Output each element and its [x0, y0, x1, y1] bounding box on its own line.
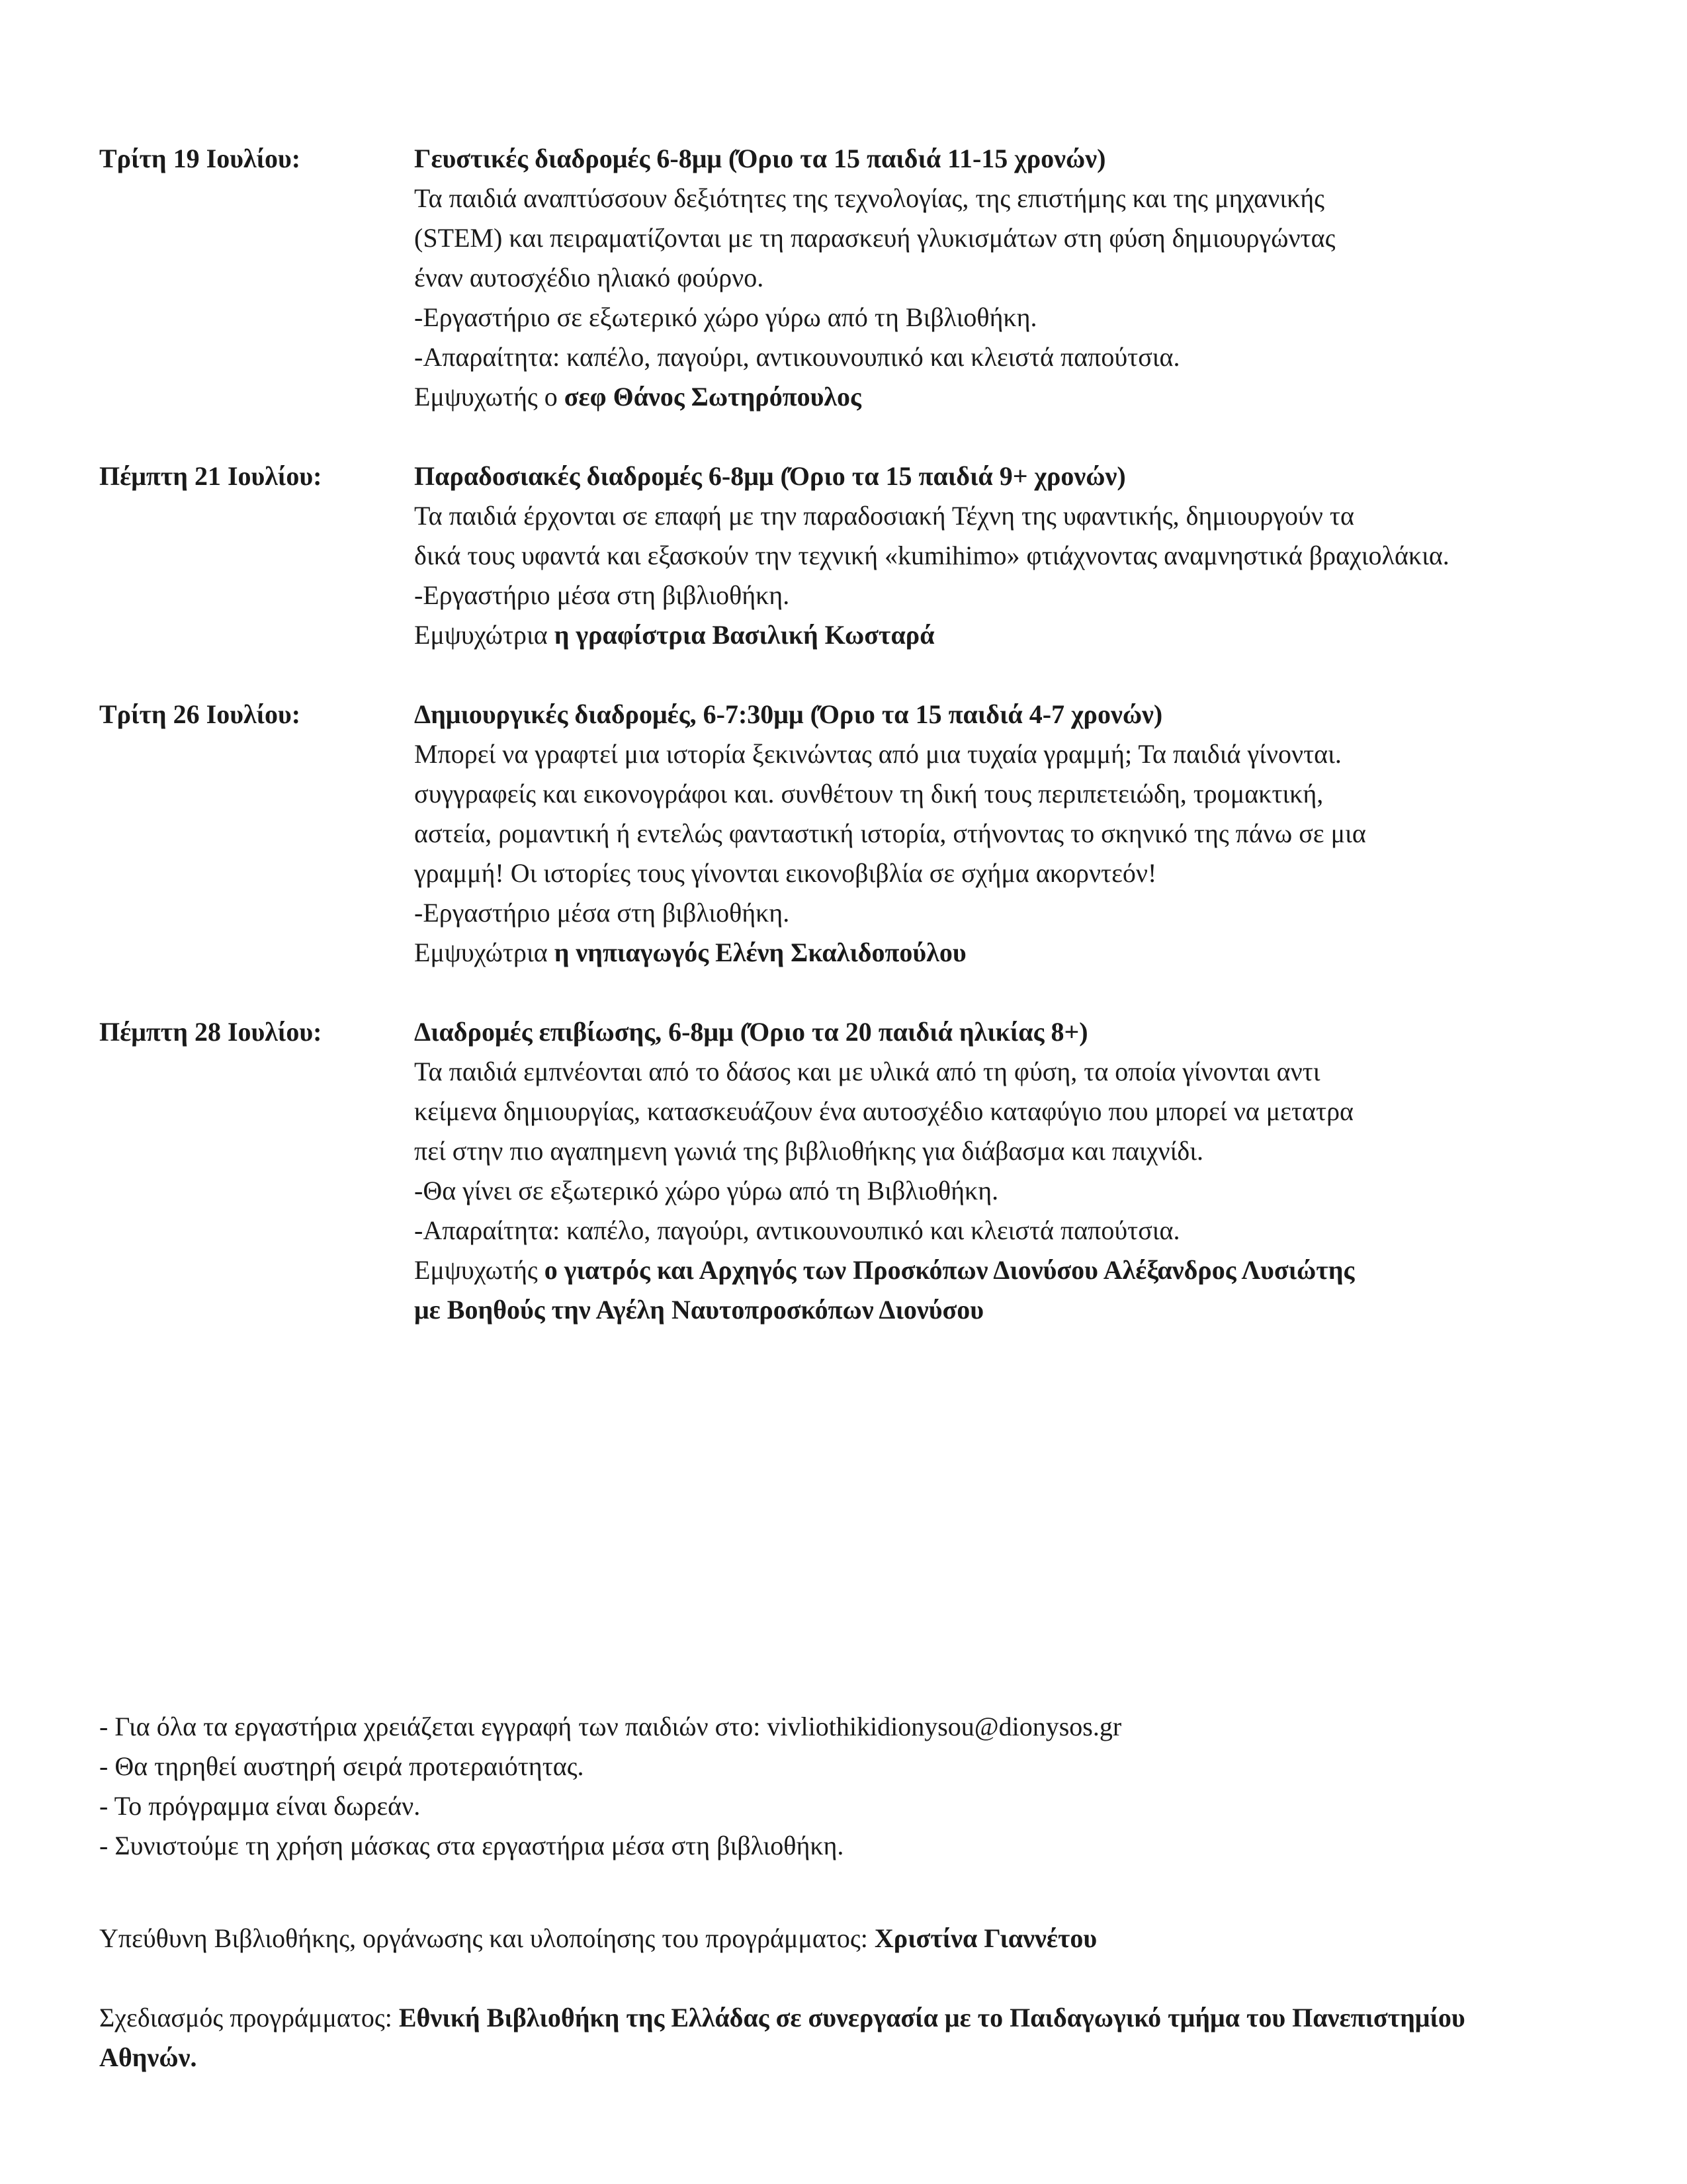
- entry-date: Πέμπτη 28 Ιουλίου:: [99, 1017, 322, 1047]
- entry-line: συγγραφείς και εικονογράφοι και. συνθέτουν τη δική τους περιπετειώδη, τρομακτική,: [414, 779, 1324, 808]
- entry-animator: [414, 377, 1588, 417]
- entry-line: γραμμή! Οι ιστορίες τους γίνονται εικονοβιβλία σε σχήμα ακορντεόν!: [414, 858, 1157, 888]
- entry-line: Τα παιδιά αναπτύσσουν δεξιότητες της τεχνολογίας, της επιστήμης και της μηχανικής: [414, 183, 1324, 213]
- general-notes: [99, 1707, 1588, 1866]
- entry-line: δικά τους υφαντά και εξασκούν την τεχνική «kumihimo» φτιάχνοντας αναμνηστικά βραχιολάκια.: [414, 541, 1449, 570]
- note-item: - Για όλα τα εργαστήρια χρειάζεται εγγραφή των παιδιών στο: vivliothikidionysou@dionysos.gr: [99, 1712, 1122, 1741]
- program-design: [99, 1998, 1528, 2077]
- entry-animator: [414, 1250, 1588, 1290]
- entry-title: Δημιουργικές διαδρομές, 6-7:30μμ (Όριο τα 15 παιδιά 4-7 χρονών): [414, 699, 1163, 729]
- entry-date: Τρίτη 19 Ιουλίου:: [99, 144, 301, 173]
- entry-line: -Θα γίνει σε εξωτερικό χώρο γύρω από τη Βιβλιοθήκη.: [414, 1176, 999, 1205]
- entry-date: Τρίτη 26 Ιουλίου:: [99, 699, 301, 729]
- animator-name: η νηπιαγωγός Ελένη Σκαλιδοπούλου: [554, 938, 967, 967]
- schedule-entry: [99, 695, 1588, 973]
- entry-date: Πέμπτη 21 Ιουλίου:: [99, 461, 322, 491]
- animator-prefix: Εμψυχωτής: [414, 1255, 544, 1285]
- entry-title: Γευστικές διαδρομές 6-8μμ (Όριο τα 15 παιδιά 11-15 χρονών): [414, 144, 1106, 173]
- responsible-label: Υπεύθυνη Βιβλιοθήκης, οργάνωσης και υλοποίησης του προγράμματος:: [99, 1923, 875, 1953]
- animator-prefix: Εμψυχώτρια: [414, 620, 554, 650]
- schedule-entry: [99, 139, 1588, 417]
- animator-prefix: Εμψυχώτρια: [414, 938, 554, 967]
- entry-line: αστεία, ρομαντική ή εντελώς φανταστική ιστορία, στήνοντας το σκηνικό της πάνω σε μια: [414, 818, 1366, 848]
- schedule-entry: [99, 457, 1588, 655]
- entry-line: Μπορεί να γραφτεί μια ιστορία ξεκινώντας από μια τυχαία γραμμή; Τα παιδιά γίνονται.: [414, 739, 1342, 769]
- entry-line: -Εργαστήριο μέσα στη βιβλιοθήκη.: [414, 580, 790, 610]
- entry-line: κείμενα δημιουργίας, κατασκευάζουν ένα αυτοσχέδιο καταφύγιο που μπορεί να μετατρα: [414, 1096, 1354, 1126]
- entry-line: πεί στην πιο αγαπημενη γωνιά της βιβλιοθήκης για διάβασμα και παιχνίδι.: [414, 1136, 1203, 1166]
- animator-name: η γραφίστρια Βασιλική Κωσταρά: [554, 620, 935, 650]
- design-label: Σχεδιασμός προγράμματος:: [99, 2003, 399, 2032]
- design-organizations: Εθνική Βιβλιοθήκη της Ελλάδας σε συνεργασία με το Παιδαγωγικό τμήμα του Πανεπιστημίου Αθηνών.: [99, 2003, 1465, 2072]
- entry-animator-extra: με Βοηθούς την Αγέλη Ναυτοπροσκόπων Διονύσου: [414, 1295, 984, 1325]
- responsible-name: Χριστίνα Γιαννέτου: [874, 1923, 1098, 1953]
- entry-line: (STEM) και πειραματίζονται με τη παρασκευή γλυκισμάτων στη φύση δημιουργώντας: [414, 223, 1336, 253]
- animator-name: ο γιατρός και Αρχηγός των Προσκόπων Διονύσου Αλέξανδρος Λυσιώτης: [544, 1255, 1355, 1285]
- entry-line: -Εργαστήριο σε εξωτερικό χώρο γύρω από τη Βιβλιοθήκη.: [414, 302, 1037, 332]
- entry-content: [414, 457, 1588, 655]
- entry-line: Τα παιδιά έρχονται σε επαφή με την παραδοσιακή Τέχνη της υφαντικής, δημιουργούν τα: [414, 501, 1354, 531]
- entry-content: [414, 695, 1588, 973]
- entry-animator: [414, 933, 1588, 973]
- entry-animator: [414, 615, 1588, 655]
- note-item: - Συνιστούμε τη χρήση μάσκας στα εργαστήρια μέσα στη βιβλιοθήκη.: [99, 1831, 844, 1860]
- entry-line: -Απαραίτητα: καπέλο, παγούρι, αντικουνουπικό και κλειστά παπούτσια.: [414, 342, 1180, 372]
- animator-name: σεφ Θάνος Σωτηρόπουλος: [564, 382, 861, 412]
- workshop-schedule: [99, 139, 1588, 1370]
- entry-line: -Εργαστήριο μέσα στη βιβλιοθήκη.: [414, 898, 790, 928]
- entry-line: -Απαραίτητα: καπέλο, παγούρι, αντικουνουπικό και κλειστά παπούτσια.: [414, 1215, 1180, 1245]
- entry-title: Διαδρομές επιβίωσης, 6-8μμ (Όριο τα 20 παιδιά ηλικίας 8+): [414, 1017, 1088, 1047]
- note-item: - Θα τηρηθεί αυστηρή σειρά προτεραιότητας.: [99, 1751, 584, 1781]
- entry-line: έναν αυτοσχέδιο ηλιακό φούρνο.: [414, 263, 764, 292]
- entry-content: [414, 1012, 1588, 1330]
- schedule-entry: [99, 1012, 1588, 1330]
- entry-content: [414, 139, 1588, 417]
- animator-prefix: Εμψυχωτής ο: [414, 382, 564, 412]
- entry-line: Τα παιδιά εμπνέονται από το δάσος και με υλικά από τη φύση, τα οποία γίνονται αντι: [414, 1057, 1320, 1086]
- entry-title: Παραδοσιακές διαδρομές 6-8μμ (Όριο τα 15 παιδιά 9+ χρονών): [414, 461, 1126, 491]
- library-responsible: [99, 1919, 1588, 1958]
- note-item: - Το πρόγραμμα είναι δωρεάν.: [99, 1791, 421, 1821]
